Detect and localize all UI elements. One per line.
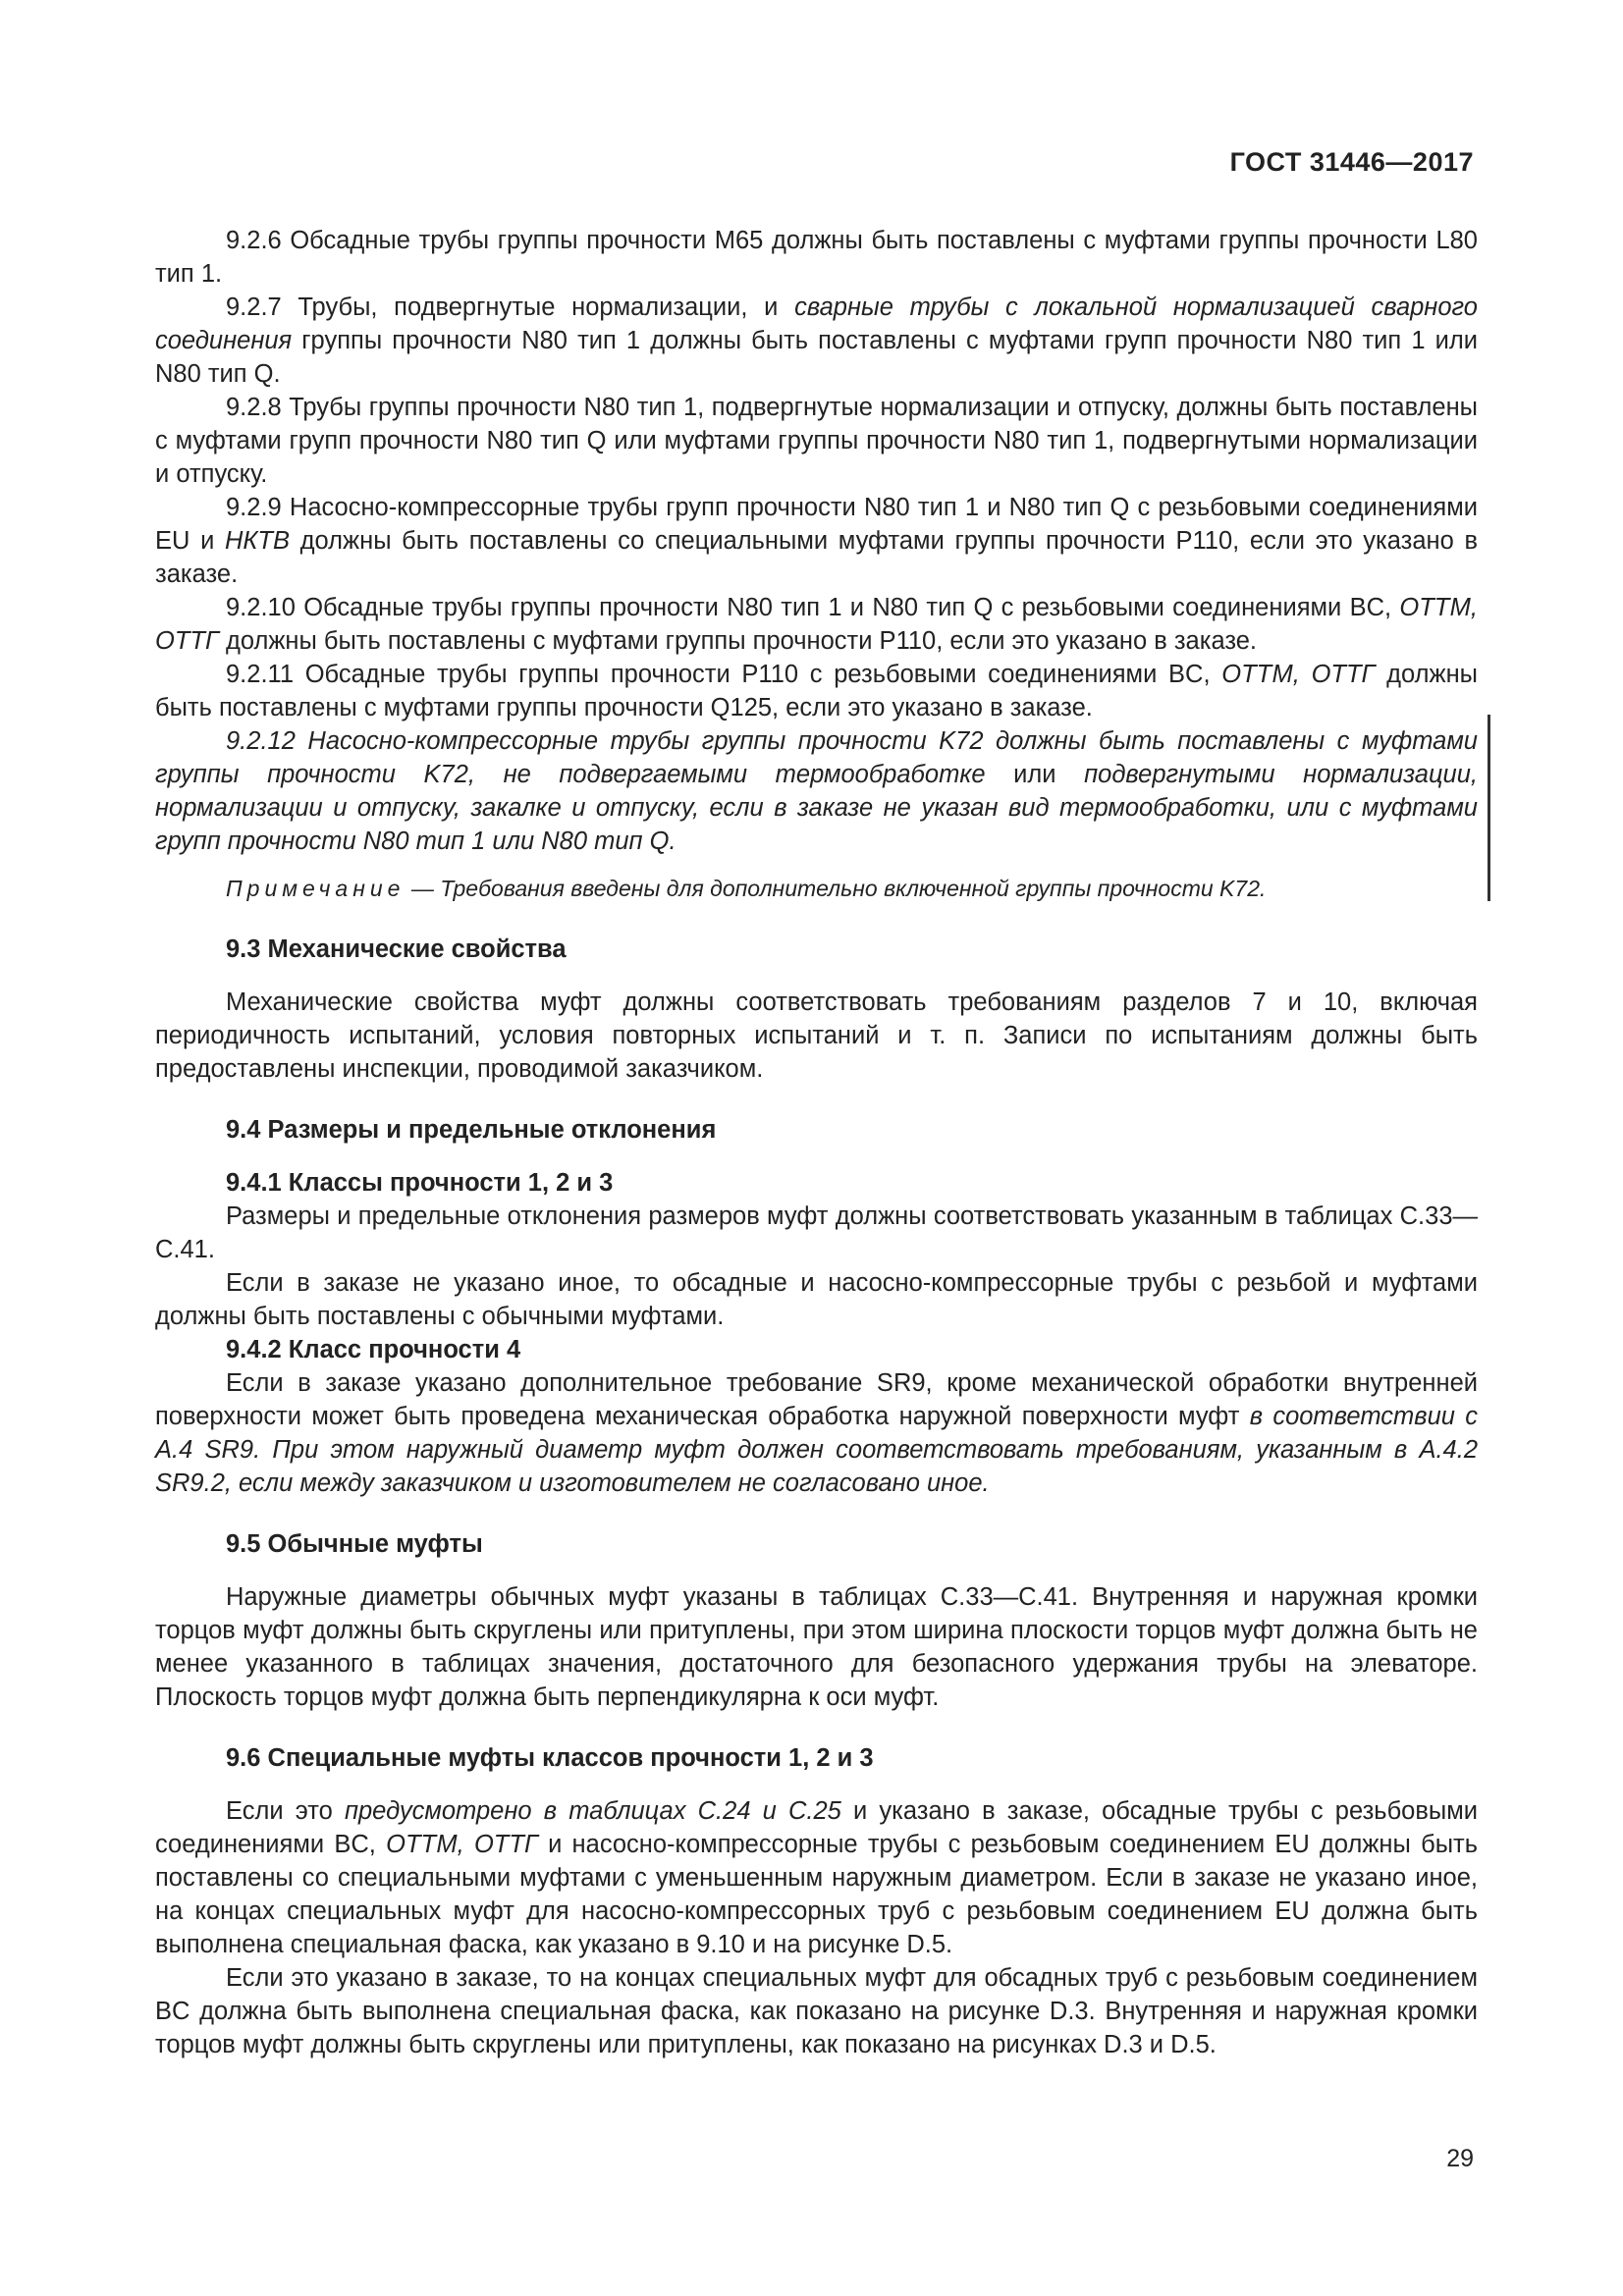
change-bar	[1488, 715, 1490, 901]
document-code: ГОСТ 31446—2017	[1229, 147, 1474, 177]
paragraph-9-2-10: 9.2.10 Обсадные трубы группы прочности N80 тип 1 и N80 тип Q с резьбовыми соединениями BC, ОТТМ, ОТТГ должны быть поставлены с муфтами группы прочности P110, если это указано в заказе.	[155, 594, 1478, 655]
heading-9-3: 9.3 Механические свойства	[226, 935, 567, 963]
heading-9-4-1: 9.4.1 Классы прочности 1, 2 и 3	[226, 1169, 614, 1197]
paragraph-9-2-11: 9.2.11 Обсадные трубы группы прочности P110 с резьбовыми соединениями BC, ОТТМ, ОТТГ должны быть поставлены с муфтами группы прочности Q125, если это указано в заказе.	[155, 661, 1478, 721]
paragraph-9-6-a: Если это предусмотрено в таблицах С.24 и С.25 и указано в заказе, обсадные трубы с резьбовыми соединениями BC, ОТТМ, ОТТГ и насосно-компрессорные трубы с резьбовым соединением EU должны быть поставлены со специальными муфтами с уменьшенным наружным диаметром. Если в заказе не указано иное, на концах специальных муфт для насосно-компрессорных труб с резьбовым соединением EU должна быть выполнена специальная фаска, как указано в 9.10 и на рисунке D.5.	[155, 1797, 1479, 1958]
paragraph-9-2-8: 9.2.8 Трубы группы прочности N80 тип 1, подвергнутые нормализации и отпуску, должны быть поставлены с муфтами групп прочности N80 тип Q или муфтами группы прочности N80 тип 1, подвергнутыми нормализации и отпуску.	[155, 394, 1478, 488]
page-content	[155, 224, 1478, 2061]
paragraph-9-2-9: 9.2.9 Насосно-компрессорные трубы групп прочности N80 тип 1 и N80 тип Q с резьбовыми соединениями EU и НКТВ должны быть поставлены со специальными муфтами группы прочности P110, если это указано в заказе.	[155, 494, 1478, 588]
heading-9-5: 9.5 Обычные муфты	[226, 1530, 483, 1558]
paragraph-9-3: Механические свойства муфт должны соответствовать требованиям разделов 7 и 10, включая периодичность испытаний, условия повторных испытаний и т. п. Записи по испытаниям должны быть предоставлены инспекции, проводимой заказчиком.	[155, 988, 1478, 1083]
paragraph-9-4-1-a: Размеры и предельные отклонения размеров муфт должны соответствовать указанным в таблицах C.33—C.41.	[155, 1202, 1478, 1263]
page-number: 29	[1446, 2145, 1474, 2172]
note: Примечание — Требования введены для дополнительно включенной группы прочности K72.	[226, 876, 1267, 901]
heading-9-4-2: 9.4.2 Класс прочности 4	[226, 1336, 521, 1363]
paragraph-9-4-2: Если в заказе указано дополнительное требование SR9, кроме механической обработки внутренней поверхности может быть проведена механическая обработка наружной поверхности муфт в соответствии с А.4 SR9. При этом наружный диаметр муфт должен соответствовать требованиям, указанным в А.4.2 SR9.2, если между заказчиком и изготовителем не согласовано иное.	[155, 1369, 1478, 1497]
paragraph-9-2-7: 9.2.7 Трубы, подвергнутые нормализации, и сварные трубы с локальной нормализацией сварного соединения группы прочности N80 тип 1 должны быть поставлены с муфтами групп прочности N80 тип 1 или N80 тип Q.	[155, 294, 1478, 388]
paragraph-9-2-6: 9.2.6 Обсадные трубы группы прочности M65 должны быть поставлены с муфтами группы прочности L80 тип 1.	[155, 227, 1478, 288]
paragraph-9-5: Наружные диаметры обычных муфт указаны в таблицах C.33—C.41. Внутренняя и наружная кромки торцов муфт должны быть скруглены или притуплены, при этом ширина плоскости торцов муфт должна быть не менее указанного в таблицах значения, достаточного для безопасного удержания трубы на элеваторе. Плоскость торцов муфт должна быть перпендикулярна к оси муфт.	[155, 1583, 1478, 1711]
heading-9-6: 9.6 Специальные муфты классов прочности 1, 2 и 3	[226, 1744, 874, 1772]
heading-9-4: 9.4 Размеры и предельные отклонения	[226, 1116, 717, 1144]
paragraph-9-4-1-b: Если в заказе не указано иное, то обсадные и насосно-компрессорные трубы с резьбой и муфтами должны быть поставлены с обычными муфтами.	[155, 1269, 1478, 1330]
paragraph-9-2-12: 9.2.12 Насосно-компрессорные трубы группы прочности K72 должны быть поставлены с муфтами группы прочности K72, не подвергаемыми термообработке или подвергнутыми нормализации, нормализации и отпуску, закалке и отпуску, если в заказе не указан вид термообработки, или с муфтами групп прочности N80 тип 1 или N80 тип Q.	[155, 727, 1478, 855]
paragraph-9-6-b: Если это указано в заказе, то на концах специальных муфт для обсадных труб с резьбовым соединением BC должна быть выполнена специальная фаска, как показано на рисунке D.3. Внутренняя и наружная кромки торцов муфт должны быть скруглены или притуплены, как показано на рисунках D.3 и D.5.	[155, 1964, 1478, 2058]
